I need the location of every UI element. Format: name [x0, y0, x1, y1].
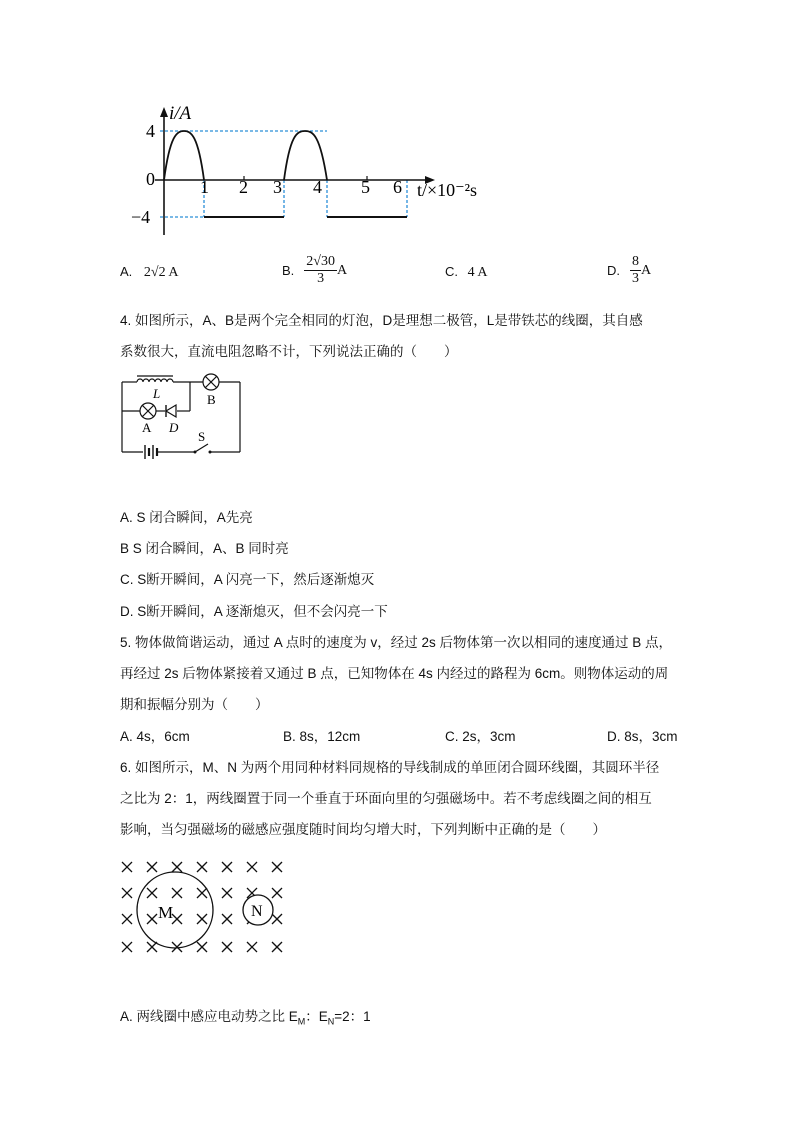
q5-option-a[interactable]: A. 4s，6cm — [120, 729, 190, 744]
label-d: D — [169, 420, 179, 435]
q6-stem-line3: 影响，当匀强磁场的磁感应强度随时间均匀增大时，下列判断中正确的是（ ） — [120, 822, 606, 837]
q5-stem-line3: 期和振幅分别为（ ） — [120, 697, 269, 712]
label-s: S — [198, 429, 206, 444]
q3-option-d[interactable]: D. $\frac{8}{3}$ A — [607, 254, 652, 286]
q3-option-a[interactable]: A. 2√2 A — [120, 264, 179, 280]
x-tick-5: 5 — [361, 177, 370, 197]
q4-option-d[interactable]: D. S断开瞬间，A 逐渐熄灭，但不会闪亮一下 — [120, 604, 388, 619]
q5-stem-line1: 5. 物体做简谐运动，通过 A 点时的速度为 v，经过 2s 后物体第一次以相同的速度通过 B 点， — [120, 635, 673, 650]
x-tick-1: 1 — [200, 177, 209, 197]
q5-option-b[interactable]: B. 8s，12cm — [283, 729, 361, 744]
q6-stem-line1: 6. 如图所示，M、N 为两个用同种材料同规格的导线制成的单匝闭合圆环线圈，其圆环半径 — [120, 760, 660, 775]
x-axis-label: t/×10⁻²s — [417, 180, 478, 200]
q4-circuit-diagram — [115, 370, 250, 460]
q6-option-a[interactable]: A. 两线圈中感应电动势之比 $E_M$：$E_N=2$：1 — [120, 1009, 371, 1027]
q6-stem-line2: 之比为 2：1，两线圈置于同一个垂直于环面向里的匀强磁场中。若不考虑线圈之间的相互 — [120, 791, 652, 806]
q3-option-c[interactable]: C. 4 A — [445, 264, 488, 280]
q6-magnetic-field-diagram — [115, 855, 295, 965]
q3-option-b[interactable]: B. $\frac{2√30}{3}$ A — [282, 254, 348, 286]
q4-option-b[interactable]: B S 闭合瞬间，A、B 同时亮 — [120, 541, 289, 556]
y-tick-4: 4 — [146, 121, 155, 141]
q5-option-c[interactable]: C. 2s，3cm — [445, 729, 516, 744]
coil-m-label: M — [158, 903, 174, 922]
q4-option-c[interactable]: C. S断开瞬间，A 闪亮一下，然后逐渐熄灭 — [120, 572, 375, 587]
x-tick-2: 2 — [239, 177, 248, 197]
label-b: B — [207, 392, 216, 407]
y-axis-label: i/A — [169, 103, 192, 124]
x-tick-6: 6 — [393, 177, 402, 197]
q4-stem-line2: 系数很大，直流电阻忽略不计，下列说法正确的（ ） — [120, 344, 458, 359]
q5-option-d[interactable]: D. 8s，3cm — [607, 729, 678, 744]
q4-option-a[interactable]: A. S 闭合瞬间，A先亮 — [120, 510, 253, 525]
x-tick-3: 3 — [273, 177, 282, 197]
label-l: L — [153, 386, 161, 401]
y-tick-0: 0 — [146, 169, 155, 189]
label-a: A — [142, 420, 152, 435]
y-tick-neg4: −4 — [131, 207, 151, 227]
q5-stem-line2: 再经过 2s 后物体紧接着又通过 B 点，已知物体在 4s 内经过的路程为 6cm。则物体运动的周 — [120, 666, 669, 681]
current-time-graph — [125, 95, 495, 245]
coil-n-label: N — [251, 903, 263, 920]
x-tick-4: 4 — [313, 177, 322, 197]
q4-stem-line1: 4. 如图所示，A、B是两个完全相同的灯泡，D是理想二极管，L是带铁芯的线圈，其自感 — [120, 313, 643, 328]
